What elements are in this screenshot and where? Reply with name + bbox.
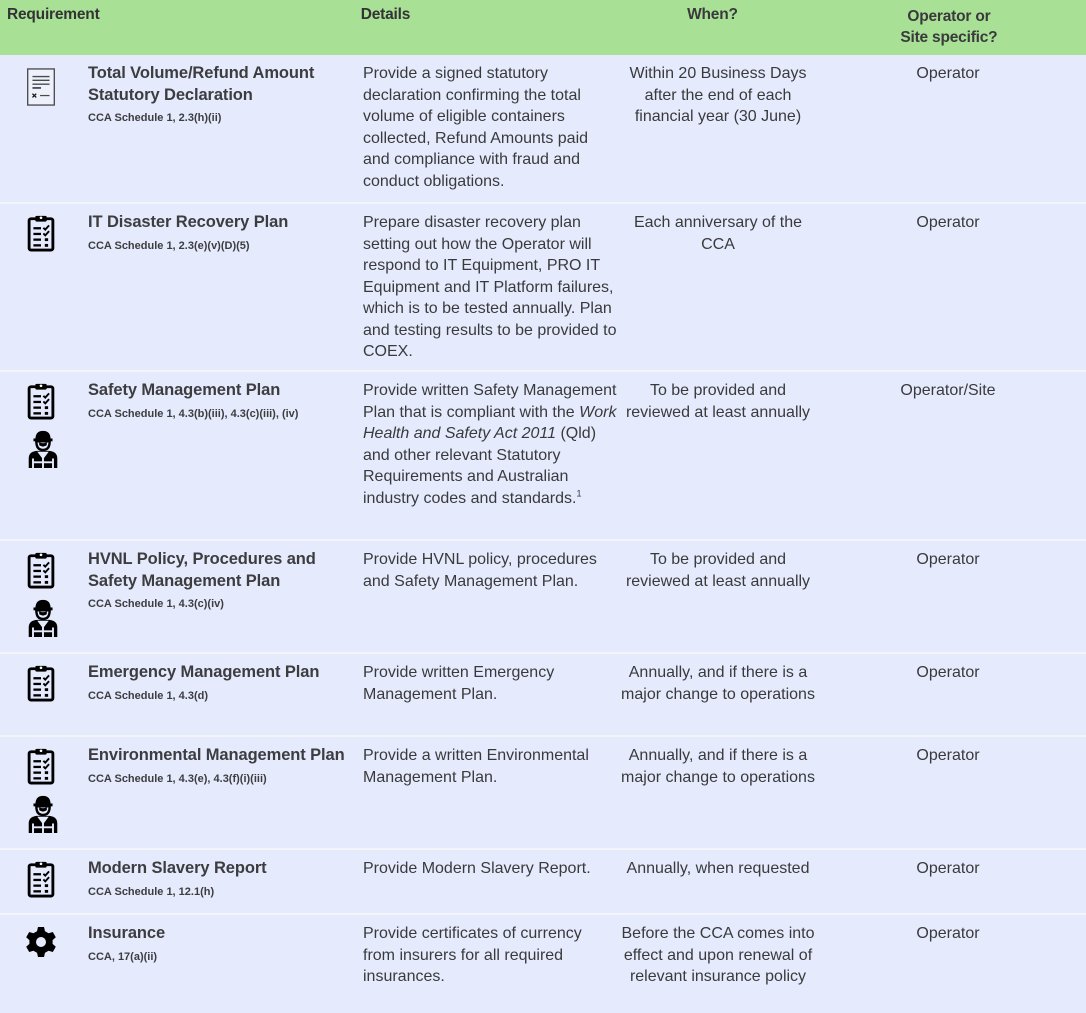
operator-cell: Operator	[916, 925, 980, 942]
header-details: Details	[360, 6, 411, 23]
requirement-title: Environmental Management Plan	[88, 746, 345, 764]
requirement-title: Modern Slavery Report	[88, 859, 267, 877]
requirement-icons	[0, 850, 88, 913]
requirement-reference: CCA Schedule 1, 2.3(h)(ii)	[88, 112, 222, 124]
table-row	[0, 55, 1086, 202]
details-cell: Provide a written Environmental Management Plan.	[363, 747, 589, 786]
requirement-reference: CCA Schedule 1, 2.3(e)(v)(D)(5)	[88, 239, 250, 252]
requirement-title: Total Volume/Refund Amount Statutory Declaration	[88, 64, 315, 104]
when-cell: Each anniversary of the CCA	[633, 214, 803, 253]
requirement-cell	[88, 204, 356, 370]
requirement-cell	[88, 654, 356, 735]
details-cell	[356, 372, 618, 539]
clipboard-checklist-icon	[26, 551, 88, 589]
requirement-title: Insurance	[88, 924, 166, 942]
operator-cell: Operator	[916, 860, 980, 877]
when-cell: Before the CCA comes into effect and upon renewal of relevant insurance policy	[621, 925, 815, 985]
table-row	[0, 202, 1086, 370]
operator-cell: Operator	[916, 747, 980, 764]
requirement-title: IT Disaster Recovery Plan	[88, 213, 289, 231]
details-cell: Provide Modern Slavery Report.	[363, 860, 591, 877]
safety-worker-icon	[26, 597, 88, 637]
when-cell: To be provided and reviewed at least annually	[625, 551, 811, 590]
when-cell: Within 20 Business Days after the end of each financial year (30 June)	[629, 65, 807, 125]
requirement-reference: CCA Schedule 1, 4.3(b)(iii), 4.3(c)(iii), (iv)	[88, 407, 299, 420]
requirement-title: HVNL Policy, Procedures and Safety Management Plan	[88, 550, 316, 590]
header-when: When?	[687, 6, 738, 23]
table-row	[0, 370, 1086, 539]
header-operator-line1: Operator or	[907, 8, 991, 25]
table-row	[0, 848, 1086, 913]
clipboard-checklist-icon	[26, 382, 88, 420]
safety-worker-icon	[26, 793, 88, 833]
when-cell: To be provided and reviewed at least annually	[625, 382, 811, 421]
requirement-title: Emergency Management Plan	[88, 663, 320, 681]
requirement-cell	[88, 541, 356, 652]
footnote-marker[interactable]: 1	[576, 488, 582, 499]
requirement-reference: CCA, 17(a)(ii)	[88, 950, 158, 963]
table-row	[0, 539, 1086, 652]
requirement-cell	[88, 55, 356, 202]
declaration-document-icon	[26, 68, 88, 106]
operator-cell: Operator	[916, 664, 980, 681]
details-cell: Provide written Emergency Management Plan.	[363, 664, 555, 703]
requirement-cell	[88, 915, 356, 1013]
clipboard-checklist-icon	[26, 747, 88, 785]
requirement-reference: CCA Schedule 1, 4.3(c)(iv)	[88, 598, 224, 610]
requirement-cell	[88, 850, 356, 913]
when-cell: Annually, and if there is a major change to operations	[621, 747, 815, 786]
table-header	[0, 0, 1086, 55]
when-cell: Annually, when requested	[626, 860, 810, 877]
operator-cell: Operator/Site	[900, 382, 996, 399]
requirement-reference: CCA Schedule 1, 4.3(e), 4.3(f)(i)(iii)	[88, 772, 267, 785]
requirement-icons	[0, 737, 88, 848]
requirement-cell	[88, 372, 356, 539]
requirement-reference: CCA Schedule 1, 4.3(d)	[88, 689, 209, 702]
operator-cell: Operator	[916, 214, 980, 231]
requirement-icons	[0, 372, 88, 539]
requirement-icons	[0, 55, 88, 202]
requirement-icons	[0, 915, 88, 1013]
clipboard-checklist-icon	[26, 214, 88, 252]
operator-cell: Operator	[916, 65, 980, 82]
requirement-icons	[0, 541, 88, 652]
header-operator-site	[812, 0, 1086, 55]
header-operator-line2: Site specific?	[900, 29, 998, 46]
details-act-name: Work Health and Safety Act 2011	[363, 403, 617, 442]
table-row	[0, 913, 1086, 1013]
clipboard-checklist-icon	[26, 664, 88, 702]
requirement-cell	[88, 737, 356, 848]
table-row	[0, 735, 1086, 848]
safety-worker-icon	[26, 428, 88, 468]
requirement-reference: CCA Schedule 1, 12.1(h)	[88, 885, 215, 898]
details-text: Provide written Safety Management Plan that is compliant with the	[363, 382, 617, 421]
details-cell: Provide HVNL policy, procedures and Safety Management Plan.	[363, 551, 597, 590]
requirement-title: Safety Management Plan	[88, 381, 281, 399]
requirement-icons	[0, 204, 88, 370]
requirement-icons	[0, 654, 88, 735]
table-row	[0, 652, 1086, 735]
gear-icon	[25, 926, 88, 958]
details-cell: Provide a signed statutory declaration confirming the total volume of eligible containers collected, Refund Amounts paid and compliance with fraud and conduct obligations.	[363, 65, 589, 190]
operator-cell: Operator	[916, 551, 980, 568]
header-requirement: Requirement	[7, 6, 100, 23]
details-cell: Provide certificates of currency from insurers for all required insurances.	[363, 925, 582, 985]
table-body	[0, 55, 1086, 1013]
clipboard-checklist-icon	[26, 860, 88, 898]
details-cell: Prepare disaster recovery plan setting out how the Operator will respond to IT Equipment, PRO IT Equipment and IT Platform failures, which is to be tested annually. Plan and testing results to be provided to COEX.	[363, 214, 617, 360]
when-cell: Annually, and if there is a major change to operations	[621, 664, 815, 703]
details-text: (Qld) and other relevant Statutory Requirements and Australian industry codes and standards.	[363, 425, 597, 507]
